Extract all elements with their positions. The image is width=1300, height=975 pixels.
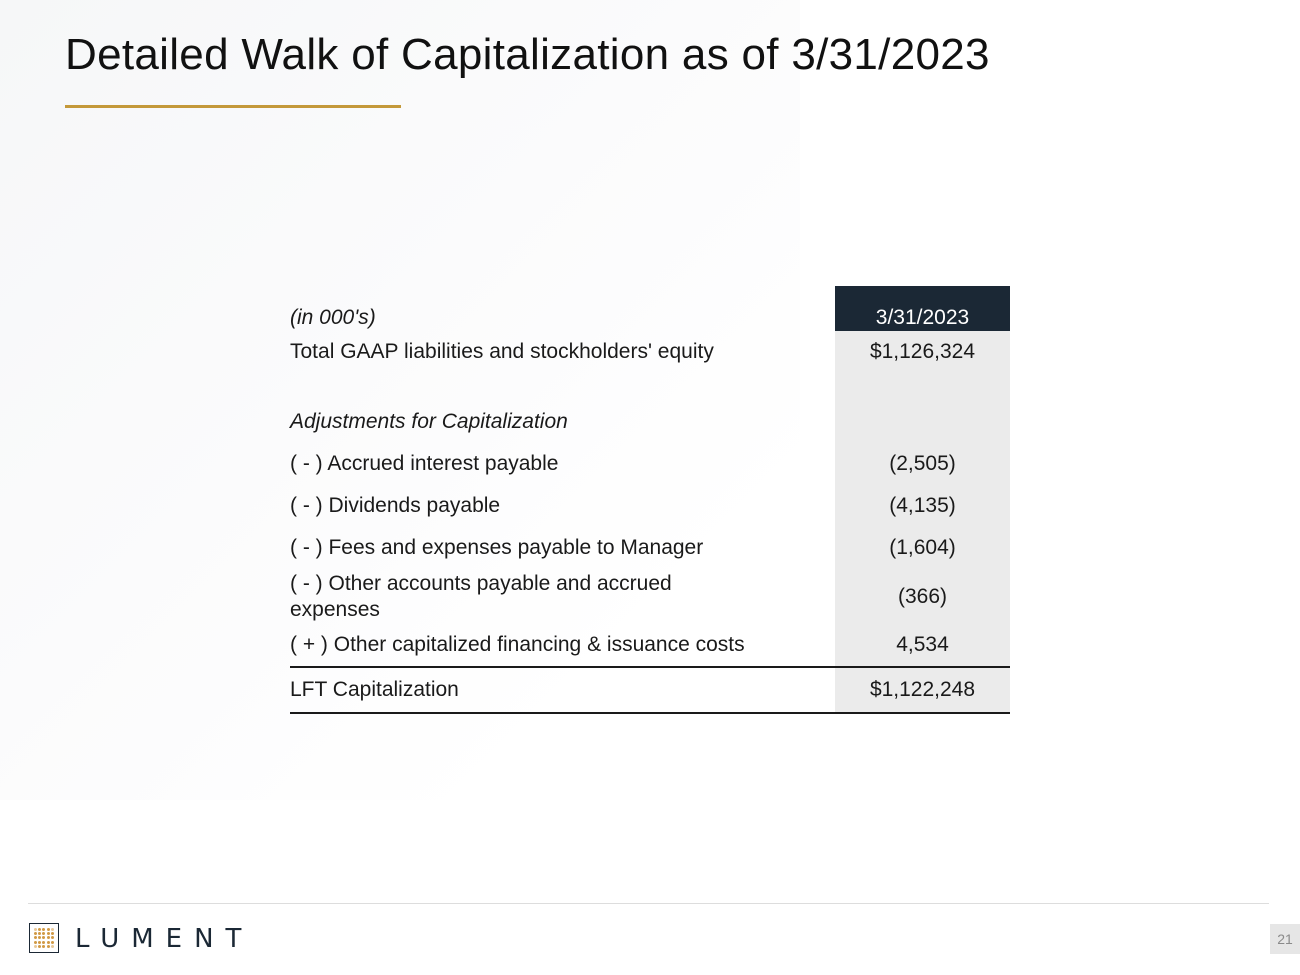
table-row-accrued-interest	[290, 443, 1010, 485]
table-spacer-row	[290, 373, 1010, 401]
row-value: (2,505)	[835, 443, 1010, 485]
row-value: (366)	[835, 569, 1010, 624]
row-label: Total GAAP liabilities and stockholders' equity	[290, 340, 714, 363]
table-row-total-gaap	[290, 331, 1010, 373]
row-label: ( - ) Dividends payable	[290, 494, 501, 517]
table-row-capitalized-costs	[290, 624, 1010, 666]
table-row-adjustments-heading	[290, 401, 1010, 443]
company-logo-wordmark: LUMENT	[75, 924, 254, 954]
unit-label: (in 000's)	[290, 306, 376, 329]
column-header-date: 3/31/2023	[835, 286, 1010, 331]
section-heading: Adjustments for Capitalization	[290, 410, 568, 433]
slide-title: Detailed Walk of Capitalization as of 3/31/2023	[65, 30, 990, 79]
capitalization-table	[290, 286, 1010, 714]
row-value: 4,534	[835, 624, 1010, 666]
row-label: ( - ) Fees and expenses payable to Manager	[290, 536, 704, 559]
footer-divider	[28, 903, 1269, 904]
table-row-other-payables	[290, 569, 1010, 624]
row-label: ( - ) Accrued interest payable	[290, 452, 559, 475]
total-label: LFT Capitalization	[290, 678, 459, 701]
row-label: ( - ) Other accounts payable and accrued expenses	[290, 571, 672, 621]
table-row-fees-to-manager	[290, 527, 1010, 569]
row-value: (4,135)	[835, 485, 1010, 527]
page-number: 21	[1270, 924, 1300, 954]
table-row-dividends-payable	[290, 485, 1010, 527]
row-value: $1,126,324	[835, 331, 1010, 373]
title-underline	[65, 105, 401, 108]
row-value: (1,604)	[835, 527, 1010, 569]
total-value: $1,122,248	[835, 668, 1010, 712]
row-value	[835, 401, 1010, 443]
table-row-lft-capitalization	[290, 666, 1010, 714]
row-label: ( + ) Other capitalized financing & issuance costs	[290, 633, 745, 656]
table-header-row	[290, 286, 1010, 331]
dot-grid-logo-icon	[29, 923, 59, 953]
